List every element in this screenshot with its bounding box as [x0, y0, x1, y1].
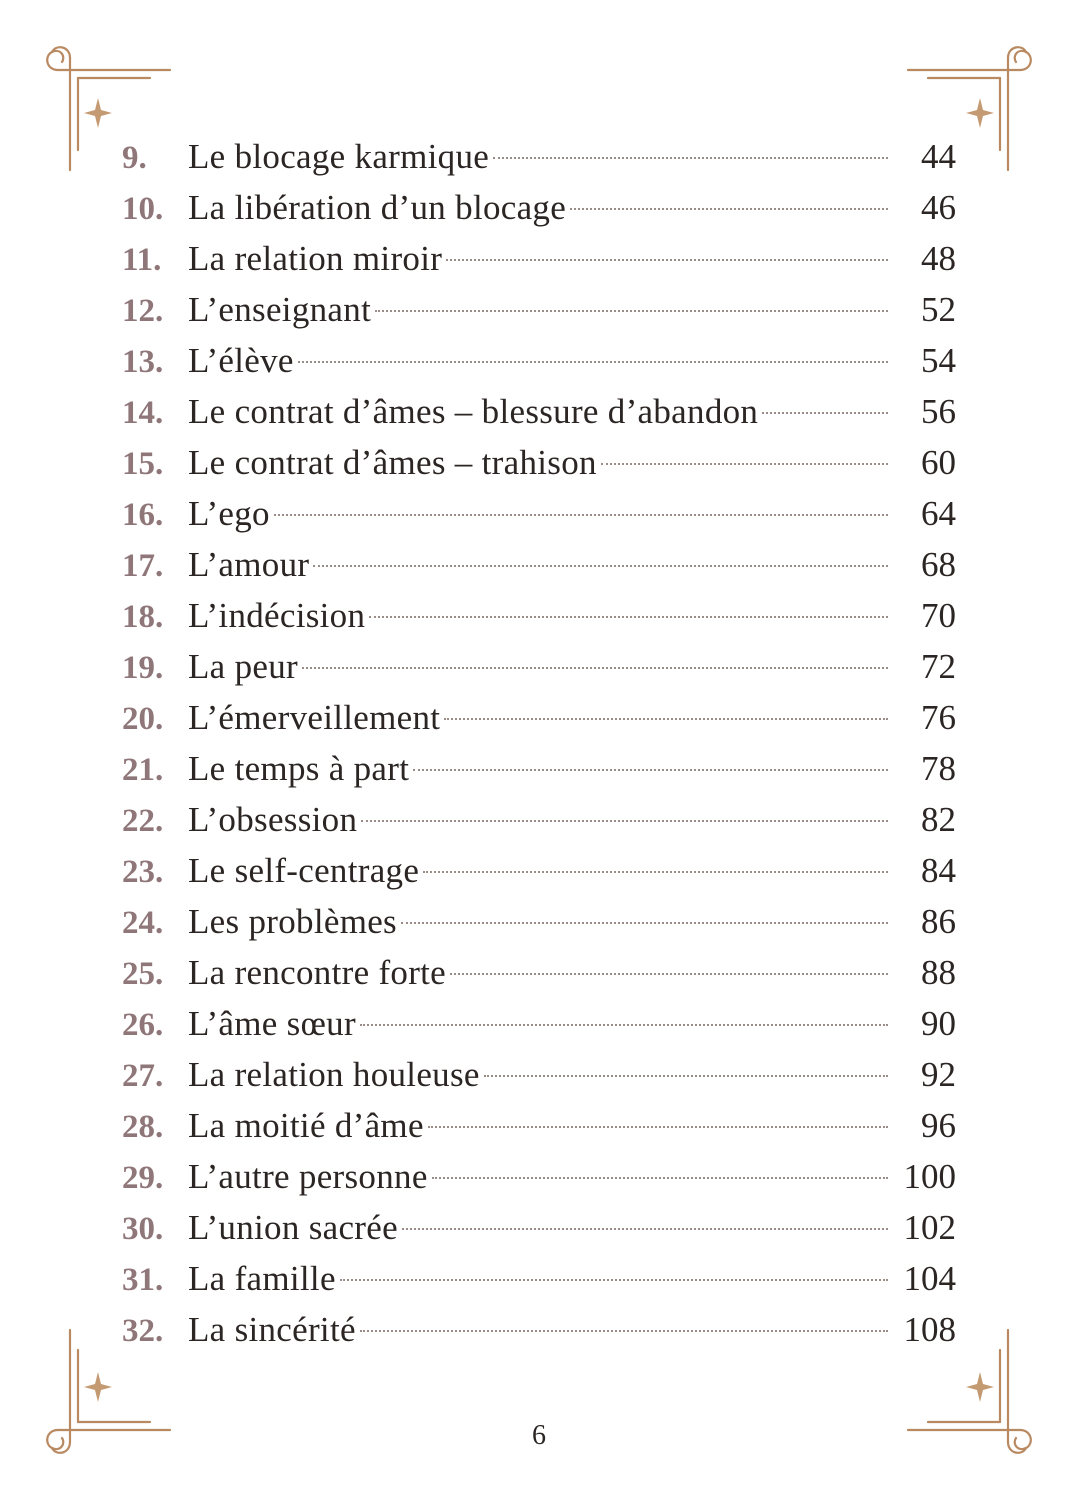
dot-leader [484, 1075, 888, 1077]
dot-leader [340, 1279, 888, 1281]
toc-entry-page: 102 [903, 1208, 956, 1247]
toc-entry-title: La libération d’un blocage [188, 188, 567, 227]
toc-entry-number: 22. [122, 803, 164, 839]
toc-entry-page: 64 [921, 494, 956, 533]
toc-entry [122, 131, 956, 182]
toc-entry [122, 1304, 956, 1355]
dot-leader [493, 157, 888, 159]
toc-entry-number: 26. [122, 1007, 164, 1043]
dot-leader [401, 922, 888, 924]
toc-entry-title: L’autre personne [188, 1157, 428, 1196]
sparkle-star-icon [84, 98, 112, 128]
toc-entry-page: 108 [903, 1310, 956, 1349]
toc-entry-number: 17. [122, 548, 164, 584]
dot-leader [274, 514, 888, 516]
toc-entry [122, 794, 956, 845]
dot-leader [375, 310, 888, 312]
toc-entry-number: 24. [122, 905, 164, 941]
toc-entry-title: L’amour [188, 545, 310, 584]
dot-leader [446, 259, 888, 261]
dot-leader [762, 412, 888, 414]
toc-entry [122, 284, 956, 335]
toc-entry-page: 68 [921, 545, 956, 584]
dot-leader [360, 1024, 888, 1026]
toc-entry-number: 15. [122, 446, 164, 482]
toc-entry-number: 29. [122, 1160, 164, 1196]
dot-leader [428, 1126, 888, 1128]
toc-entry-page: 48 [921, 239, 956, 278]
toc-entry [122, 743, 956, 794]
toc-entry-title: L’obsession [188, 800, 358, 839]
dot-leader [432, 1177, 888, 1179]
toc-entry-title: La relation miroir [188, 239, 443, 278]
toc-entry [122, 1100, 956, 1151]
toc-entry-page: 104 [903, 1259, 956, 1298]
toc-entry-page: 44 [921, 137, 956, 176]
toc-entry-page: 70 [921, 596, 956, 635]
toc-entry-title: Le blocage karmique [188, 137, 490, 176]
toc-entry-number: 31. [122, 1262, 164, 1298]
toc-entry-page: 72 [921, 647, 956, 686]
toc-entry [122, 1253, 956, 1304]
toc-entry [122, 233, 956, 284]
dot-leader [423, 871, 888, 873]
toc-entry-title: L’enseignant [188, 290, 372, 329]
toc-entry-title: Les problèmes [188, 902, 397, 941]
toc-entry-page: 90 [921, 1004, 956, 1043]
dot-leader [402, 1228, 888, 1230]
toc-entry-title: Le contrat d’âmes – trahison [188, 443, 597, 482]
toc-entry-page: 88 [921, 953, 956, 992]
toc-entry-title: L’âme sœur [188, 1004, 356, 1043]
toc-entry-page: 60 [921, 443, 956, 482]
toc-entry [122, 386, 956, 437]
toc-entry-number: 9. [122, 140, 147, 176]
dot-leader [298, 361, 888, 363]
toc-entry-page: 82 [921, 800, 956, 839]
toc-entry-number: 13. [122, 344, 164, 380]
dot-leader [570, 208, 888, 210]
dot-leader [313, 565, 888, 567]
toc-entry-title: La moitié d’âme [188, 1106, 424, 1145]
toc-entry-number: 20. [122, 701, 164, 737]
toc-entry-page: 100 [903, 1157, 956, 1196]
toc-entry-title: L’élève [188, 341, 294, 380]
table-of-contents [122, 131, 956, 1355]
page-number: 6 [532, 1420, 546, 1451]
toc-entry-number: 18. [122, 599, 164, 635]
toc-entry-number: 12. [122, 293, 164, 329]
toc-entry-number: 16. [122, 497, 164, 533]
toc-entry-page: 78 [921, 749, 956, 788]
toc-entry-title: La rencontre forte [188, 953, 447, 992]
toc-entry-title: L’union sacrée [188, 1208, 398, 1247]
toc-entry-page: 96 [921, 1106, 956, 1145]
toc-entry [122, 1151, 956, 1202]
dot-leader [450, 973, 888, 975]
toc-entry [122, 335, 956, 386]
toc-entry-title: La relation houleuse [188, 1055, 480, 1094]
dot-leader [444, 718, 888, 720]
toc-entry-page: 92 [921, 1055, 956, 1094]
toc-entry [122, 1202, 956, 1253]
toc-entry-title: Le contrat d’âmes – blessure d’abandon [188, 392, 759, 431]
dot-leader [413, 769, 888, 771]
toc-entry-number: 10. [122, 191, 164, 227]
toc-entry-page: 84 [921, 851, 956, 890]
toc-entry [122, 845, 956, 896]
toc-entry-page: 52 [921, 290, 956, 329]
dot-leader [369, 616, 888, 618]
dot-leader [601, 463, 888, 465]
toc-entry-page: 76 [921, 698, 956, 737]
toc-entry-page: 56 [921, 392, 956, 431]
toc-entry-number: 23. [122, 854, 164, 890]
dot-leader [360, 1330, 888, 1332]
toc-entry-page: 46 [921, 188, 956, 227]
toc-entry-number: 19. [122, 650, 164, 686]
toc-entry-number: 32. [122, 1313, 164, 1349]
toc-entry-number: 11. [122, 242, 162, 278]
toc-entry-title: L’émerveillement [188, 698, 441, 737]
toc-entry [122, 947, 956, 998]
toc-entry-number: 21. [122, 752, 164, 788]
toc-entry-number: 28. [122, 1109, 164, 1145]
toc-entry-title: La sincérité [188, 1310, 356, 1349]
toc-entry-title: L’ego [188, 494, 270, 533]
toc-entry [122, 590, 956, 641]
toc-entry-title: L’indécision [188, 596, 366, 635]
toc-entry [122, 437, 956, 488]
dot-leader [361, 820, 888, 822]
toc-entry-number: 30. [122, 1211, 164, 1247]
toc-entry-title: La famille [188, 1259, 336, 1298]
toc-entry [122, 182, 956, 233]
toc-entry [122, 1049, 956, 1100]
toc-entry [122, 641, 956, 692]
toc-entry-number: 27. [122, 1058, 164, 1094]
toc-entry-title: Le temps à part [188, 749, 410, 788]
toc-entry-number: 14. [122, 395, 164, 431]
toc-entry-page: 54 [921, 341, 956, 380]
toc-entry-number: 25. [122, 956, 164, 992]
toc-entry-title: Le self-centrage [188, 851, 420, 890]
toc-entry [122, 998, 956, 1049]
toc-entry [122, 488, 956, 539]
toc-entry-title: La peur [188, 647, 298, 686]
toc-entry-page: 86 [921, 902, 956, 941]
toc-entry [122, 896, 956, 947]
toc-entry [122, 692, 956, 743]
dot-leader [302, 667, 888, 669]
toc-entry [122, 539, 956, 590]
